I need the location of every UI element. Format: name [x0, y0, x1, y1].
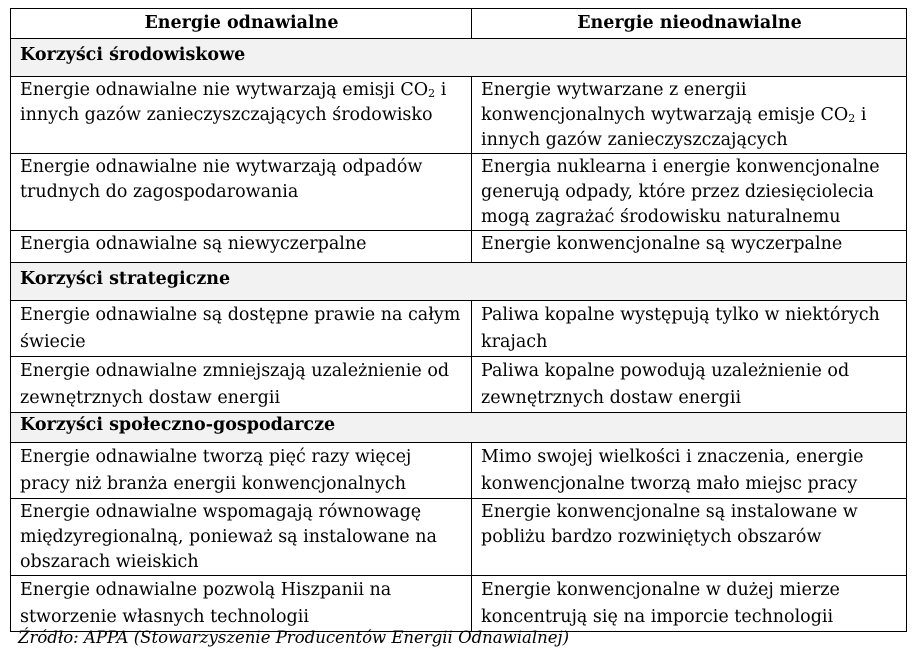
table-row [11, 357, 907, 413]
comparison-table [10, 8, 907, 632]
cell-renewable: Energie odnawialne pozwolą Hiszpanii na stworzenie własnych technologii [11, 576, 472, 632]
cell-nonrenewable: Energie konwencjonalne są instalowane w pobliżu bardzo rozwiniętych obszarów [472, 499, 907, 576]
section-row [11, 413, 907, 443]
section-title-environmental: Korzyści środowiskowe [11, 39, 907, 77]
table-row [11, 499, 907, 576]
table-row [11, 231, 907, 263]
cell-nonrenewable: Energie konwencjonalne są wyczerpalne [472, 231, 907, 263]
cell-renewable: Energie odnawialne wspomagają równowagę międzyregionalną, ponieważ są instalowane na obszarach wieiskich [11, 499, 472, 576]
subscript: 2 [848, 112, 856, 125]
cell-text: i innych gazów zanieczyszczających [481, 105, 867, 150]
header-nonrenewable: Energie nieodnawialne [472, 9, 907, 39]
header-renewable: Energie odnawialne [11, 9, 472, 39]
cell-nonrenewable: Paliwa kopalne powodują uzależnienie od zewnętrznych dostaw energii [472, 357, 907, 413]
source-caption: Źródło: APPA (Stowarzyszenie Producentów Energii Odnawialnej) [18, 628, 570, 647]
cell-nonrenewable: Energia nuklearna i energie konwencjonalne generują odpady, które przez dziesięciolecia mogą zagrażać środowisku naturalnemu [472, 154, 907, 231]
cell-text: i innych gazów zanieczyszczających środowisko [20, 80, 447, 125]
cell-renewable: Energia odnawialne są niewyczerpalne [11, 231, 472, 263]
cell-nonrenewable [472, 77, 907, 154]
cell-renewable [11, 77, 472, 154]
table-row [11, 77, 907, 154]
cell-nonrenewable: Energie konwencjonalne w dużej mierze koncentrują się na imporcie technologii [472, 576, 907, 632]
section-row [11, 263, 907, 301]
cell-renewable: Energie odnawialne zmniejszają uzależnienie od zewnętrznych dostaw energii [11, 357, 472, 413]
section-row [11, 39, 907, 77]
table-row [11, 154, 907, 231]
table-row [11, 301, 907, 357]
cell-text: Energie odnawialne nie wytwarzają emisji CO [20, 80, 429, 100]
cell-renewable: Energie odnawialne nie wytwarzają odpadów trudnych do zagospodarowania [11, 154, 472, 231]
cell-nonrenewable: Paliwa kopalne występują tylko w niektórych krajach [472, 301, 907, 357]
cell-renewable: Energie odnawialne tworzą pięć razy więcej pracy niż branża energii konwencjonalnych [11, 443, 472, 499]
table-row [11, 443, 907, 499]
cell-renewable: Energie odnawialne są dostępne prawie na całym świecie [11, 301, 472, 357]
section-title-socioeconomic: Korzyści społeczno-gospodarcze [11, 413, 907, 443]
table-row [11, 576, 907, 632]
cell-nonrenewable: Mimo swojej wielkości i znaczenia, energie konwencjonalne tworzą mało miejsc pracy [472, 443, 907, 499]
header-row [11, 9, 907, 39]
subscript: 2 [428, 87, 436, 100]
cell-text: Energie wytwarzane z energii konwencjonalnych wytwarzają emisje CO [481, 80, 849, 125]
section-title-strategic: Korzyści strategiczne [11, 263, 907, 301]
